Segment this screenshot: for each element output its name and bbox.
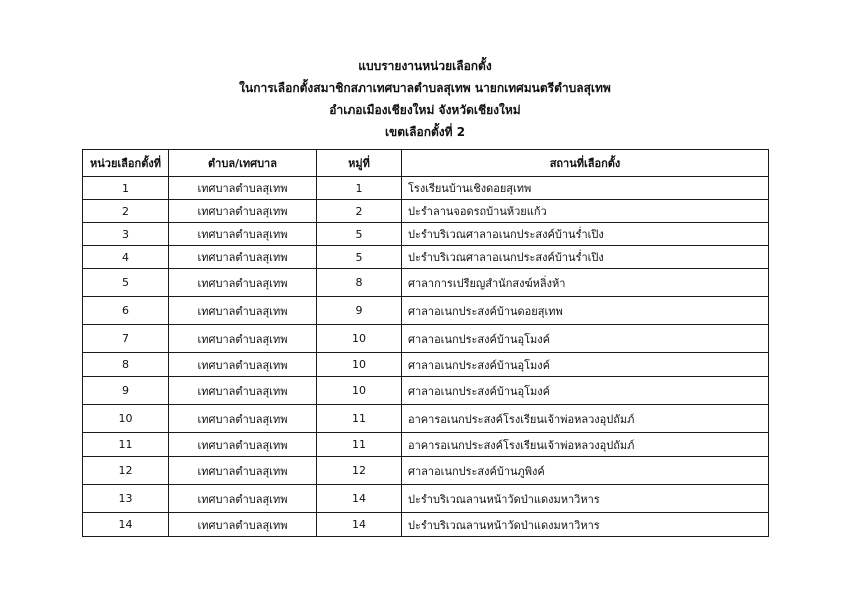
cell-location: ปะรำลานจอดรถบ้านห้วยแก้ว	[402, 200, 769, 223]
district-province: อำเภอเมืองเชียงใหม่ จังหวัดเชียงใหม่	[329, 103, 521, 117]
table-row	[83, 177, 769, 200]
cell-village-number: 14	[317, 513, 402, 537]
table-row	[83, 223, 769, 246]
table-row	[83, 513, 769, 537]
cell-village-number: 10	[317, 325, 402, 353]
cell-village-number: 10	[317, 353, 402, 377]
cell-location: ปะรำบริเวณศาลาอเนกประสงค์บ้านร่ำเปิง	[402, 246, 769, 269]
cell-village-number: 14	[317, 485, 402, 513]
table-row	[83, 433, 769, 457]
cell-village-number: 5	[317, 246, 402, 269]
cell-location: ปะรำบริเวณลานหน้าวัดป่าแดงมหาวิหาร	[402, 513, 769, 537]
cell-subdistrict: เทศบาลตำบลสุเทพ	[169, 353, 317, 377]
cell-unit-number: 10	[83, 405, 169, 433]
cell-subdistrict: เทศบาลตำบลสุเทพ	[169, 177, 317, 200]
cell-village-number: 9	[317, 297, 402, 325]
table-row	[83, 377, 769, 405]
table-row	[83, 405, 769, 433]
document-header	[0, 55, 850, 143]
cell-village-number: 11	[317, 405, 402, 433]
constituency: เขตเลือกตั้งที่ 2	[384, 125, 466, 139]
cell-unit-number: 7	[83, 325, 169, 353]
election-subtitle: ในการเลือกตั้งสมาชิกสภาเทศบาลตำบลสุเทพ นายกเทศมนตรีตำบลสุเทพ	[239, 81, 611, 95]
cell-unit-number: 2	[83, 200, 169, 223]
cell-unit-number: 8	[83, 353, 169, 377]
cell-village-number: 1	[317, 177, 402, 200]
cell-unit-number: 3	[83, 223, 169, 246]
cell-village-number: 2	[317, 200, 402, 223]
cell-unit-number: 13	[83, 485, 169, 513]
cell-location: ปะรำบริเวณลานหน้าวัดป่าแดงมหาวิหาร	[402, 485, 769, 513]
cell-unit-number: 11	[83, 433, 169, 457]
cell-village-number: 5	[317, 223, 402, 246]
cell-location: ศาลาอเนกประสงค์บ้านอุโมงค์	[402, 325, 769, 353]
cell-location: โรงเรียนบ้านเชิงดอยสุเทพ	[402, 177, 769, 200]
report-title: แบบรายงานหน่วยเลือกตั้ง	[358, 59, 492, 73]
polling-station-table	[82, 149, 769, 537]
cell-subdistrict: เทศบาลตำบลสุเทพ	[169, 485, 317, 513]
column-header-location: สถานที่เลือกตั้ง	[402, 150, 769, 177]
table-row	[83, 485, 769, 513]
table-body	[83, 177, 769, 537]
cell-location: ศาลาอเนกประสงค์บ้านดอยสุเทพ	[402, 297, 769, 325]
cell-village-number: 8	[317, 269, 402, 297]
cell-subdistrict: เทศบาลตำบลสุเทพ	[169, 433, 317, 457]
table-row	[83, 457, 769, 485]
table-row	[83, 297, 769, 325]
cell-subdistrict: เทศบาลตำบลสุเทพ	[169, 513, 317, 537]
cell-location: ศาลาการเปรียญสำนักสงฆ์หลิ่งห้า	[402, 269, 769, 297]
cell-unit-number: 9	[83, 377, 169, 405]
cell-subdistrict: เทศบาลตำบลสุเทพ	[169, 223, 317, 246]
cell-location: อาคารอเนกประสงค์โรงเรียนเจ้าพ่อหลวงอุปถัมภ์	[402, 433, 769, 457]
table-row	[83, 269, 769, 297]
table-row	[83, 353, 769, 377]
cell-unit-number: 4	[83, 246, 169, 269]
cell-location: อาคารอเนกประสงค์โรงเรียนเจ้าพ่อหลวงอุปถัมภ์	[402, 405, 769, 433]
column-header-village: หมู่ที่	[317, 150, 402, 177]
cell-village-number: 12	[317, 457, 402, 485]
table-header-row	[83, 150, 769, 177]
cell-subdistrict: เทศบาลตำบลสุเทพ	[169, 269, 317, 297]
cell-subdistrict: เทศบาลตำบลสุเทพ	[169, 457, 317, 485]
table-row	[83, 246, 769, 269]
cell-subdistrict: เทศบาลตำบลสุเทพ	[169, 325, 317, 353]
cell-location: ศาลาอเนกประสงค์บ้านอุโมงค์	[402, 353, 769, 377]
cell-subdistrict: เทศบาลตำบลสุเทพ	[169, 377, 317, 405]
cell-location: ปะรำบริเวณศาลาอเนกประสงค์บ้านร่ำเปิง	[402, 223, 769, 246]
table-row	[83, 325, 769, 353]
cell-location: ศาลาอเนกประสงค์บ้านภูพิงค์	[402, 457, 769, 485]
cell-location: ศาลาอเนกประสงค์บ้านอุโมงค์	[402, 377, 769, 405]
cell-village-number: 10	[317, 377, 402, 405]
cell-subdistrict: เทศบาลตำบลสุเทพ	[169, 200, 317, 223]
column-header-unit: หน่วยเลือกตั้งที่	[83, 150, 169, 177]
cell-unit-number: 1	[83, 177, 169, 200]
cell-unit-number: 12	[83, 457, 169, 485]
cell-subdistrict: เทศบาลตำบลสุเทพ	[169, 246, 317, 269]
cell-unit-number: 5	[83, 269, 169, 297]
cell-subdistrict: เทศบาลตำบลสุเทพ	[169, 297, 317, 325]
column-header-subdistrict: ตำบล/เทศบาล	[169, 150, 317, 177]
cell-unit-number: 6	[83, 297, 169, 325]
cell-village-number: 11	[317, 433, 402, 457]
cell-unit-number: 14	[83, 513, 169, 537]
cell-subdistrict: เทศบาลตำบลสุเทพ	[169, 405, 317, 433]
table-row	[83, 200, 769, 223]
